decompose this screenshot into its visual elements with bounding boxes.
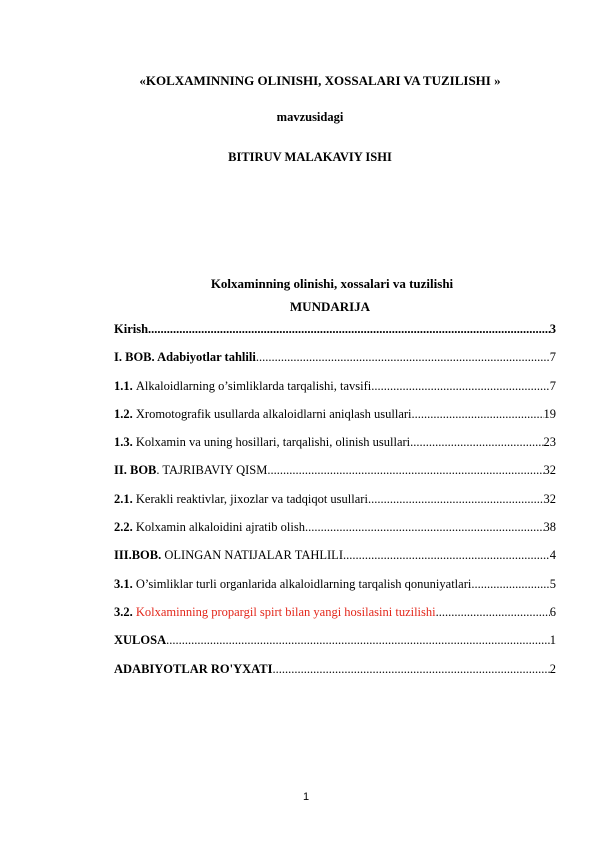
toc-dot-leader <box>368 492 544 507</box>
toc-entry-title: Kolxamin alkaloidini ajratib olish <box>135 520 305 535</box>
toc-entry-title: O’simliklar turli organlarida alkaloidlarning tarqalish qonuniyatlari <box>135 576 472 591</box>
toc-entry-page: 7 <box>549 350 556 365</box>
toc-entry[interactable] <box>114 322 556 350</box>
toc-dot-leader <box>148 322 550 337</box>
toc-entry-number: II. BOB <box>114 463 157 478</box>
toc-entry-page: 4 <box>549 548 556 563</box>
toc-entry[interactable] <box>114 379 556 407</box>
toc-entry-number: 1.1. <box>114 378 133 393</box>
toc-dot-leader <box>436 605 550 620</box>
toc-entry-title: OLINGAN NATIJALAR TAHLILI <box>164 548 343 563</box>
toc-entry-title: Kerakli reaktivlar, jixozlar va tadqiqot usullari <box>135 491 368 506</box>
toc-entry-number: XULOSA <box>114 633 167 648</box>
toc-entry[interactable] <box>114 492 556 520</box>
toc-entry-number: 2.1. <box>114 491 133 506</box>
toc-topic: Kolxaminning olinishi, xossalari va tuzilishi <box>210 276 454 291</box>
toc-entry-title: Alkaloidlarning o’simliklarda tarqalishi, tavsifi <box>135 378 372 393</box>
toc-entry-page: 3 <box>549 322 556 336</box>
toc-entry-page: 32 <box>543 463 556 478</box>
toc-dot-leader <box>166 633 550 648</box>
toc-entry[interactable] <box>114 605 556 633</box>
toc-entry-number: 3.1. <box>114 576 133 591</box>
toc-entry-number: ADABIYOTLAR RO'YXATI <box>114 661 273 676</box>
toc-entry-page: 23 <box>543 435 556 450</box>
toc-entry-title: Kolxaminning propargil spirt bilan yangi hosilasini tuzilishi <box>135 604 436 619</box>
toc-entry-number: III.BOB. <box>114 548 162 563</box>
toc-dot-leader <box>471 577 549 592</box>
document-subtitle: mavzusidagi <box>276 110 344 124</box>
page-number: 1 <box>302 791 310 803</box>
toc-entry[interactable] <box>114 407 556 435</box>
toc-entry[interactable] <box>114 577 556 605</box>
toc-entry-number: 2.2. <box>114 520 133 535</box>
toc-entry-number: 1.3. <box>114 435 133 450</box>
toc-dot-leader <box>371 379 550 394</box>
thesis-type: BITIRUV MALAKAVIY ISHI <box>228 150 392 164</box>
toc-entry-title: Kirish <box>114 322 149 336</box>
toc-entry-page: 6 <box>549 604 556 619</box>
toc-entry[interactable] <box>114 520 556 548</box>
toc-entry-number: 1.2. <box>114 406 133 421</box>
table-of-contents <box>114 322 556 690</box>
toc-entry[interactable] <box>114 350 556 378</box>
toc-dot-leader <box>267 463 543 478</box>
toc-entry-page: 5 <box>549 576 556 591</box>
toc-dot-leader <box>305 520 544 535</box>
toc-entry-page: 7 <box>549 378 556 393</box>
toc-entry-page: 19 <box>543 406 556 421</box>
toc-dot-leader <box>343 548 550 563</box>
toc-entry[interactable] <box>114 633 556 661</box>
toc-entry[interactable] <box>114 548 556 576</box>
toc-heading: MUNDARIJA <box>289 299 371 314</box>
toc-entry[interactable] <box>114 662 556 690</box>
toc-entry-page: 32 <box>543 491 556 506</box>
toc-entry-page: 2 <box>549 661 556 676</box>
toc-dot-leader <box>272 662 549 677</box>
toc-entry[interactable] <box>114 435 556 463</box>
toc-entry-number: 3.2. <box>114 604 133 619</box>
toc-entry-title: Kolxamin va uning hosillari, tarqalishi, olinish usullari <box>135 435 411 450</box>
toc-entry-title: . TAJRIBAVIY QISM <box>156 463 268 478</box>
toc-dot-leader <box>256 350 550 365</box>
toc-dot-leader <box>412 407 544 422</box>
toc-dot-leader <box>410 435 543 450</box>
toc-entry-title: I. BOB. Adabiyotlar tahlili <box>114 350 256 365</box>
toc-entry-title: Xromotografik usullarda alkaloidlarni aniqlash usullari <box>135 406 412 421</box>
toc-entry-page: 1 <box>549 633 556 648</box>
document-title: «KOLXAMINNING OLINISHI, XOSSALARI VA TUZILISHI » <box>139 73 501 88</box>
toc-entry[interactable] <box>114 463 556 491</box>
toc-entry-page: 38 <box>543 520 556 535</box>
